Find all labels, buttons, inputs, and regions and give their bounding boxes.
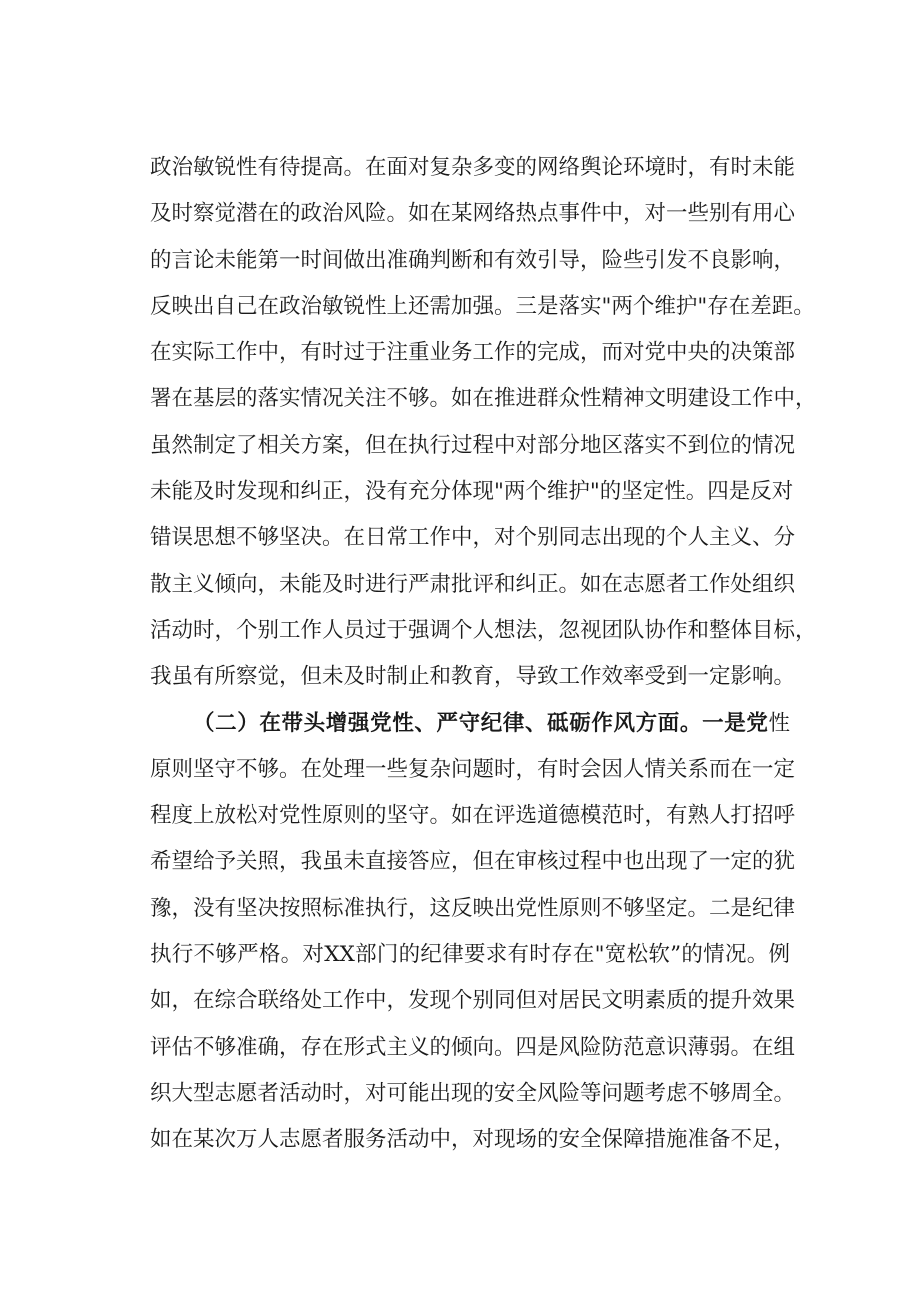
text-line: 执行不够严格。对XX部门的纪律要求有时存在"宽松软”的情况。例 [150,942,790,968]
text-line: 散主义倾向，未能及时进行严肃批评和纠正。如在志愿者工作处组织 [150,571,796,597]
text-line: 错误思想不够坚决。在日常工作中，对个别同志出现的个人主义、分 [150,525,796,551]
text-line: 希望给予关照，我虽未直接答应，但在审核过程中也出现了一定的犹 [150,849,796,875]
section-heading-continuation: 性 [768,710,790,736]
text-line: 原则坚守不够。在处理一些复杂问题时，有时会因人情关系而在一定 [150,756,796,782]
text-line: 活动时，个别工作人员过于强调个人想法，忽视团队协作和整体目标， [150,617,817,643]
text-line: 如，在综合联络处工作中，发现个别同但对居民文明素质的提升效果 [150,988,796,1014]
document-body [150,145,817,1164]
text-line: 豫，没有坚决按照标准执行，这反映出党性原则不够坚定。二是纪律 [150,895,796,921]
text-line: 未能及时发现和纠正，没有充分体现"两个维护"的坚定性。四是反对 [150,479,794,505]
text-line: 评估不够准确，存在形式主义的倾向。四是风险防范意识薄弱。在组 [150,1034,796,1060]
text-line: 的言论未能第一时间做出准确判断和有效引导，险些引发不良影响， [150,247,796,273]
section-heading: （二）在带头增强党性、严守纪律、砥砺作风方面。一是党 [193,710,769,736]
text-line: 虽然制定了相关方案，但在执行过程中对部分地区落实不到位的情况 [150,432,796,458]
text-line: 政治敏锐性有待提高。在面对复杂多变的网络舆论环境时，有时未能 [150,155,796,180]
text-line: 及时察觉潜在的政治风险。如在某网络热点事件中，对一些别有用心 [150,201,796,227]
text-line: 反映出自己在政治敏锐性上还需加强。三是落实"两个维护"存在差距。 [150,293,815,319]
text-line: 织大型志愿者活动时，对可能出现的安全风险等问题考虑不够周全。 [150,1080,796,1106]
text-line: 如在某次万人志愿者服务活动中，对现场的安全保障措施准备不足， [150,1127,796,1153]
text-line: 程度上放松对党性原则的坚守。如在评选道德模范时，有熟人打招呼 [150,803,796,829]
section-heading-line [150,701,790,747]
text-line: 在实际工作中，有时过于注重业务工作的完成，而对党中央的决策部 [150,340,796,366]
text-line: 署在基层的落实情况关注不够。如在推进群众性精神文明建设工作中， [150,386,817,412]
text-line: 我虽有所察觉，但未及时制止和教育，导致工作效率受到一定影响。 [150,664,796,690]
